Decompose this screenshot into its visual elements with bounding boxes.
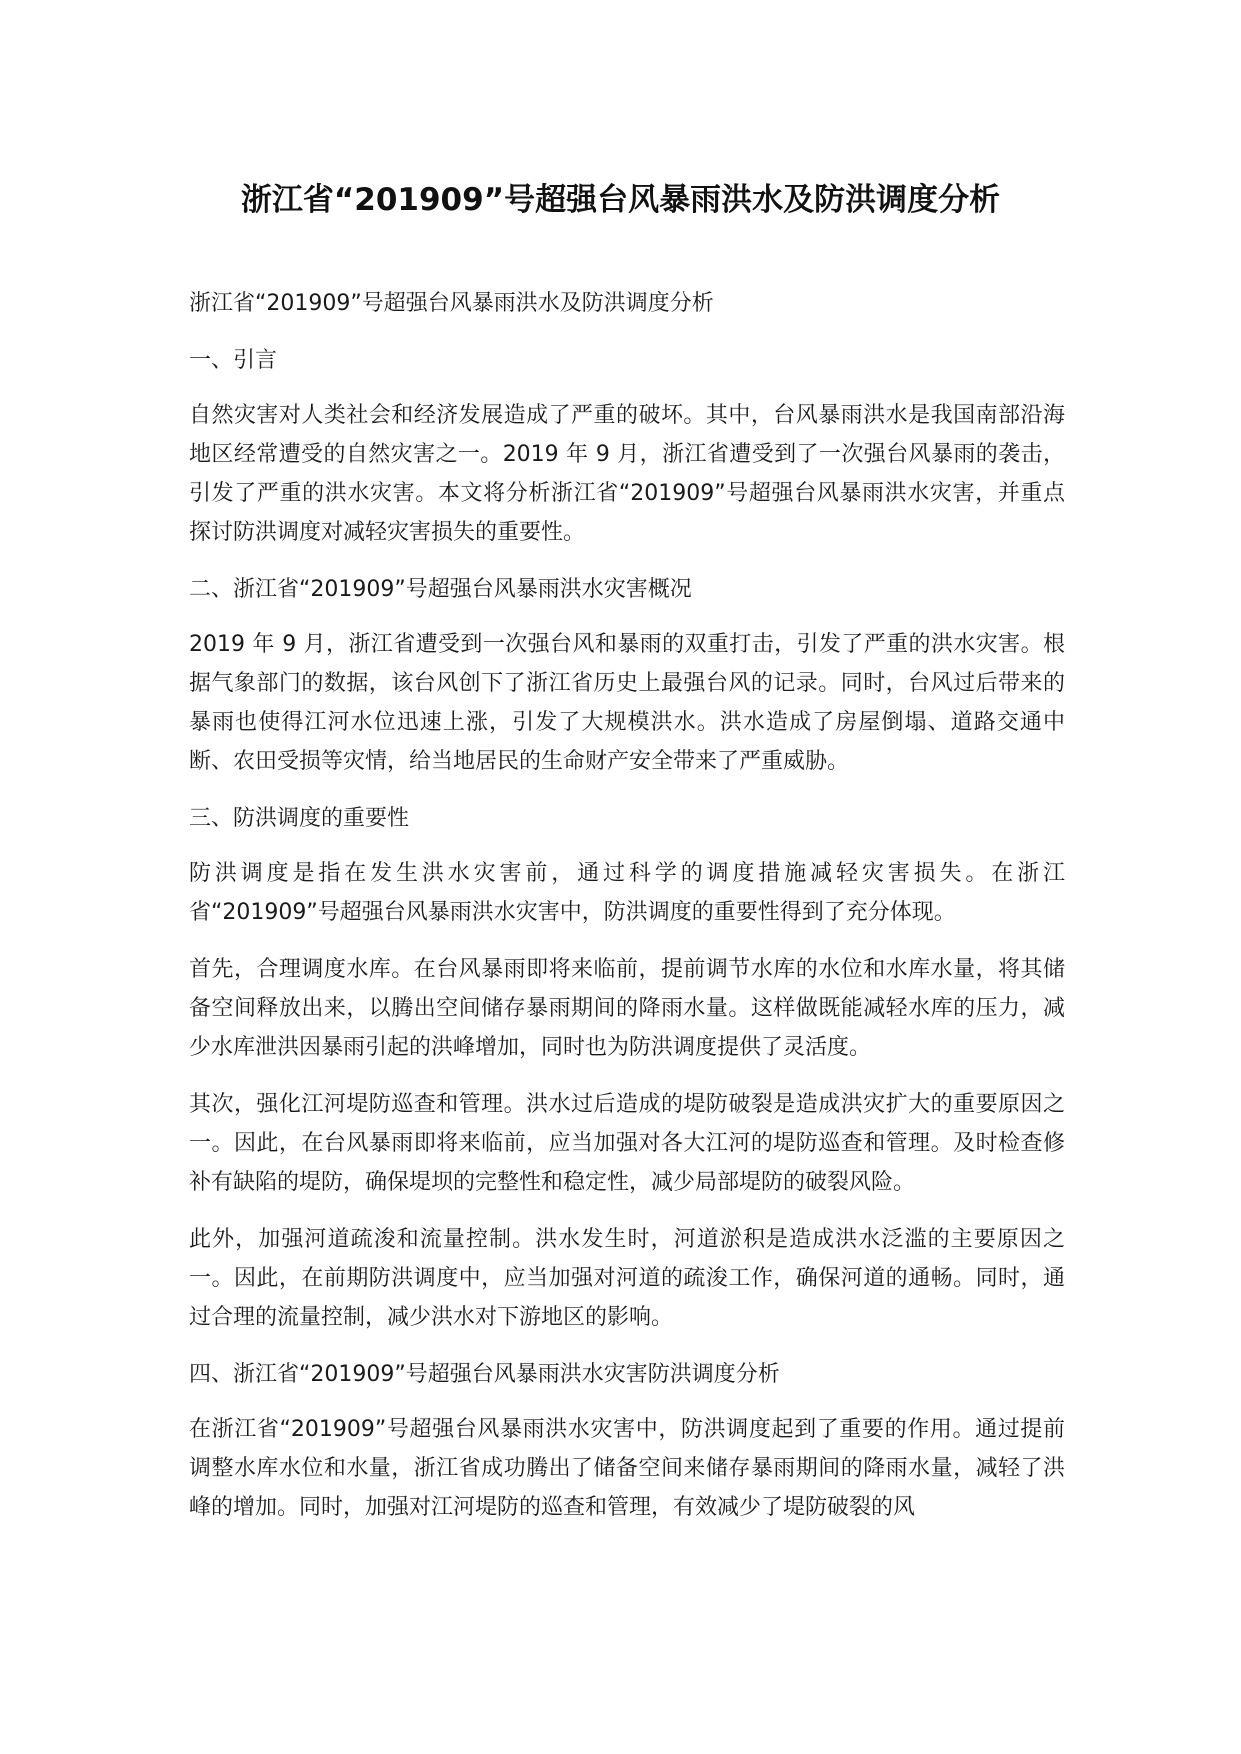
document-body <box>189 284 1065 1545</box>
paragraph-intro: 自然灾害对人类社会和经济发展造成了严重的破坏。其中，台风暴雨洪水是我国南部沿海地区经常遭受的自然灾害之一。2019 年 9 月，浙江省遭受到了一次强台风暴雨的袭击，引发了严重的洪水灾害。本文将分析浙江省“201909”号超强台风暴雨洪水灾害，并重点探讨防洪调度对减轻灾害损失的重要性。 <box>189 403 1065 545</box>
section-heading-2: 二、浙江省“201909”号超强台风暴雨洪水灾害概况 <box>189 577 692 602</box>
subtitle-line: 浙江省“201909”号超强台风暴雨洪水及防洪调度分析 <box>189 291 714 316</box>
paragraph-dredging: 此外，加强河道疏浚和流量控制。洪水发生时，河道淤积是造成洪水泛滥的主要原因之一。因此，在前期防洪调度中，应当加强对河道的疏浚工作，确保河道的通畅。同时，通过合理的流量控制，减少洪水对下游地区的影响。 <box>189 1227 1065 1330</box>
paragraph-embankment: 其次，强化江河堤防巡查和管理。洪水过后造成的堤防破裂是造成洪灾扩大的重要原因之一。因此，在台风暴雨即将来临前，应当加强对各大江河的堤防巡查和管理。及时检查修补有缺陷的堤防，确保堤坝的完整性和稳定性，减少局部堤防的破裂风险。 <box>189 1092 1065 1195</box>
paragraph-analysis: 在浙江省“201909”号超强台风暴雨洪水灾害中，防洪调度起到了重要的作用。通过提前调整水库水位和水量，浙江省成功腾出了储备空间来储存暴雨期间的降雨水量，减轻了洪峰的增加。同时，加强对江河堤防的巡查和管理，有效减少了堤防破裂的风 <box>189 1417 1065 1520</box>
paragraph-overview: 2019 年 9 月，浙江省遭受到一次强台风和暴雨的双重打击，引发了严重的洪水灾害。根据气象部门的数据，该台风创下了浙江省历史上最强台风的记录。同时，台风过后带来的暴雨也使得江河水位迅速上涨，引发了大规模洪水。洪水造成了房屋倒塌、道路交通中断、农田受损等灾情，给当地居民的生命财产安全带来了严重威胁。 <box>189 632 1065 774</box>
section-heading-3: 三、防洪调度的重要性 <box>189 806 410 831</box>
section-heading-4: 四、浙江省“201909”号超强台风暴雨洪水灾害防洪调度分析 <box>189 1362 780 1387</box>
paragraph-reservoir: 首先，合理调度水库。在台风暴雨即将来临前，提前调节水库的水位和水库水量，将其储备空间释放出来，以腾出空间储存暴雨期间的降雨水量。这样做既能减轻水库的压力，减少水库泄洪因暴雨引起的洪峰增加，同时也为防洪调度提供了灵活度。 <box>189 957 1065 1060</box>
paragraph-importance: 防洪调度是指在发生洪水灾害前，通过科学的调度措施减轻灾害损失。在浙江省“201909”号超强台风暴雨洪水灾害中，防洪调度的重要性得到了充分体现。 <box>189 861 1065 925</box>
section-heading-1: 一、引言 <box>189 348 278 373</box>
document-title: 浙江省“201909”号超强台风暴雨洪水及防洪调度分析 <box>240 182 1001 218</box>
